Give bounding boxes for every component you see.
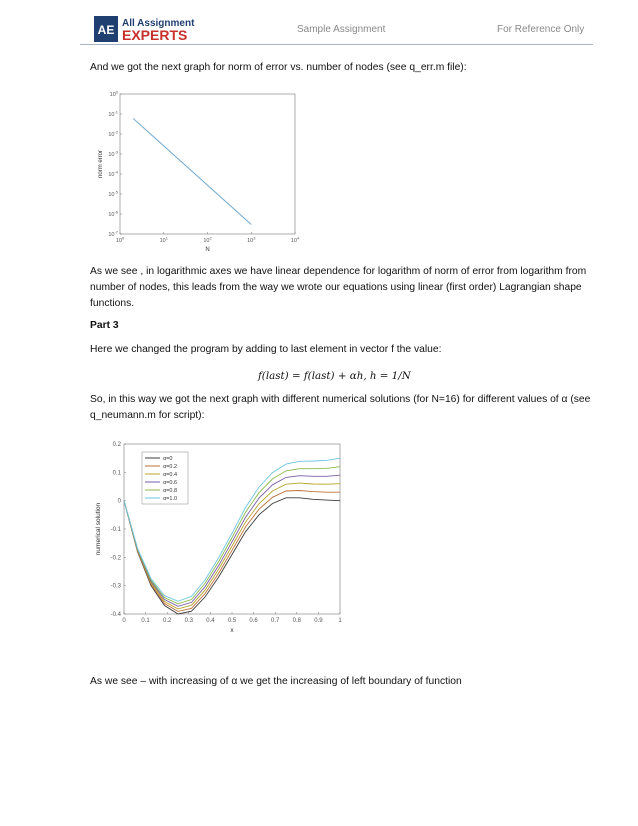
y-tick-label: $10^{-1}$ xyxy=(108,109,118,118)
y-tick-label: 0.1 xyxy=(112,470,121,477)
y-tick-label: $10^{-7}$ xyxy=(108,229,118,238)
x-tick-label: $10^1$ xyxy=(159,235,168,244)
x-tick-label: 0.2 xyxy=(163,618,172,624)
x-tick-label: 0 xyxy=(122,618,126,624)
legend-label: α=0 xyxy=(163,456,173,462)
x-tick-label: 1 xyxy=(338,618,342,624)
y-tick-label: $10^{-2}$ xyxy=(108,129,118,138)
y-axis-label: numerical solution xyxy=(95,502,102,556)
x-tick-label: 0.7 xyxy=(271,618,280,624)
y-tick-label: $10^0$ xyxy=(109,89,118,98)
plot-frame xyxy=(120,94,295,234)
paragraph-conclusion: As we see – with increasing of α we get the increasing of left boundary of function xyxy=(90,676,462,687)
x-axis-label: N xyxy=(205,247,210,253)
header-rule xyxy=(80,44,593,45)
header-center-text: Sample Assignment xyxy=(297,24,386,35)
x-tick-label: 0.3 xyxy=(184,618,193,624)
y-tick-label: $10^{-5}$ xyxy=(108,189,118,198)
logo-badge-text: AE xyxy=(97,23,115,37)
x-tick-label: 0.1 xyxy=(141,618,150,624)
y-tick-label: $10^{-6}$ xyxy=(108,209,118,218)
y-tick-label: -0.4 xyxy=(110,612,121,618)
formula: f(last) = f(last) + αh, h = 1/N xyxy=(258,370,411,382)
legend-label: α=0.4 xyxy=(163,472,178,478)
x-tick-label: $10^3$ xyxy=(247,235,256,244)
paragraph-log-dependence: As we see , in logarithmic axes we have linear dependence for logarithm of norm of error from logarithm from number of nodes, this leads from the way we wrote our equations using linear (first order) Lagrangian shape functions. xyxy=(90,266,587,309)
x-tick-label: $10^0$ xyxy=(115,235,125,244)
y-tick-label: $10^{-3}$ xyxy=(108,149,118,158)
x-tick-label: 0.5 xyxy=(227,618,237,624)
y-tick-label: -0.3 xyxy=(110,583,121,590)
x-axis-label: x xyxy=(230,627,234,634)
y-tick-label: -0.2 xyxy=(110,555,121,562)
y-tick-label: 0.2 xyxy=(112,442,121,448)
x-tick-label: 0.9 xyxy=(314,618,323,624)
y-tick-label: 0 xyxy=(117,498,121,505)
legend-label: α=0.6 xyxy=(163,480,178,486)
numerical-solution-chart xyxy=(90,436,350,640)
paragraph-numerical-solutions: So, in this way we got the next graph with different numerical solutions (for N=16) for different values of α (see q_neumann.m for script): xyxy=(90,394,591,421)
x-tick-label: $10^2$ xyxy=(203,235,212,244)
x-tick-label: $10^4$ xyxy=(290,235,300,244)
legend-label: α=1.0 xyxy=(163,496,178,502)
y-tick-label: -0.1 xyxy=(110,527,121,533)
logo-line1: All Assignment xyxy=(122,18,195,29)
x-tick-label: 0.6 xyxy=(249,618,258,624)
intro-paragraph: And we got the next graph for norm of error vs. number of nodes (see q_err.m file): xyxy=(90,62,467,73)
legend-label: α=0.2 xyxy=(163,464,178,470)
section-heading-part3: Part 3 xyxy=(90,320,119,331)
x-tick-label: 0.4 xyxy=(206,618,215,624)
norm-error-chart xyxy=(90,84,310,256)
legend-label: α=0.8 xyxy=(163,488,178,494)
y-axis-label: norm error xyxy=(98,149,104,179)
paragraph-changed-program: Here we changed the program by adding to last element in vector f the value: xyxy=(90,344,442,355)
header-right-text: For Reference Only xyxy=(497,24,585,35)
company-logo xyxy=(94,16,224,47)
logo-line2: EXPERTS xyxy=(122,27,188,42)
x-tick-label: 0.8 xyxy=(292,618,301,624)
y-tick-label: $10^{-4}$ xyxy=(108,169,118,178)
